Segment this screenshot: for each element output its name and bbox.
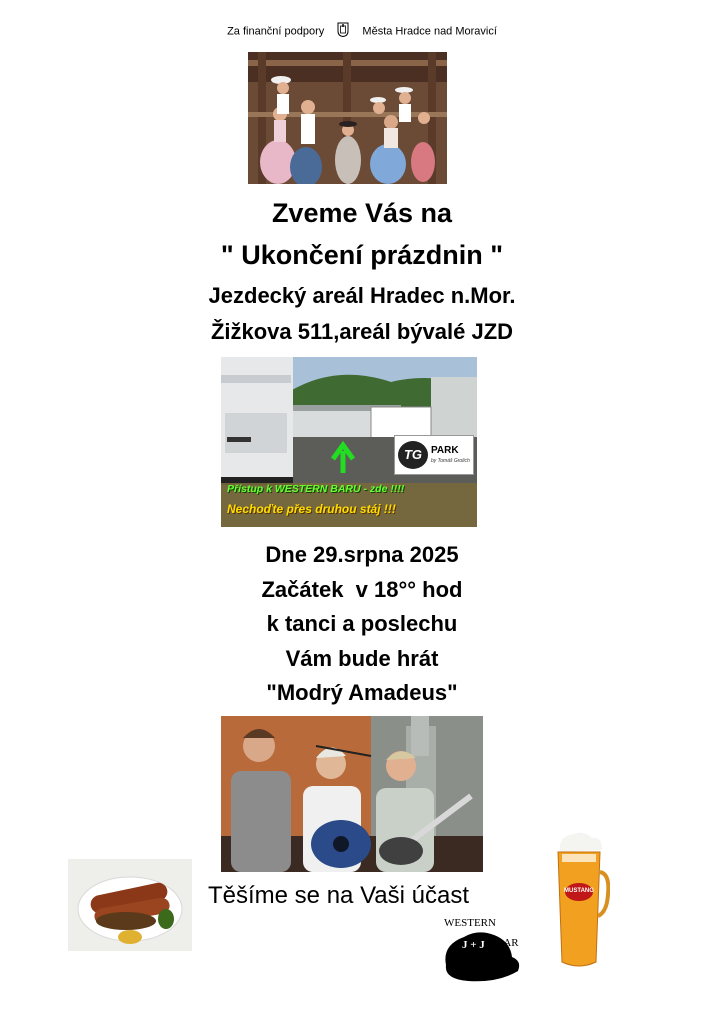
headline-address: Žižkova 511,areál bývalé JZD — [210, 319, 514, 344]
event-music-intro: Vám bude hrát — [285, 645, 439, 671]
event-date: Dne 29.srpna 2025 — [265, 542, 459, 567]
western-bar-logo — [438, 915, 530, 985]
event-activity: k tanci a poslechu — [266, 611, 458, 636]
beer-label: MUSTANG — [564, 888, 594, 894]
western-bar-logo-middle: J + J — [462, 939, 485, 951]
sponsor-text-left: Za finanční podpory — [227, 25, 325, 38]
event-band-name: "Modrý Amadeus" — [266, 680, 458, 705]
sponsor-line — [0, 24, 724, 39]
directions-overlay-access: Přístup k WESTERN BARU - zde !!!! — [227, 483, 405, 495]
sausage-photo — [68, 859, 192, 951]
band-photo — [221, 716, 483, 872]
tg-logo-subtitle: by Tomáš Grolich — [431, 458, 470, 464]
tg-logo-mark: TG — [398, 441, 428, 469]
beer-glass-icon — [552, 832, 610, 976]
western-bar-logo-top: WESTERN — [444, 917, 496, 929]
footer-message: Těšíme se na Vaši účast — [208, 882, 469, 909]
sponsor-text-right: Města Hradce nad Moravicí — [362, 25, 497, 38]
western-bar-logo-right: BAR — [496, 937, 519, 949]
tg-logo-text: PARK — [431, 445, 459, 456]
headline-event-name: " Ukončení prázdnin " — [220, 240, 504, 270]
directions-overlay-warning: Nechoďte přes druhou stáj !!! — [227, 502, 396, 516]
event-details — [0, 538, 724, 711]
tg-park-logo — [394, 435, 474, 475]
headline-invitation: Zveme Vás na — [271, 198, 453, 228]
headline-venue: Jezdecký areál Hradec n.Mor. — [208, 283, 516, 308]
western-dancers-photo — [248, 52, 447, 184]
directions-photo — [221, 357, 477, 527]
town-crest-icon — [337, 22, 349, 37]
event-start-time: Začátek v 18°° hod — [261, 576, 463, 602]
